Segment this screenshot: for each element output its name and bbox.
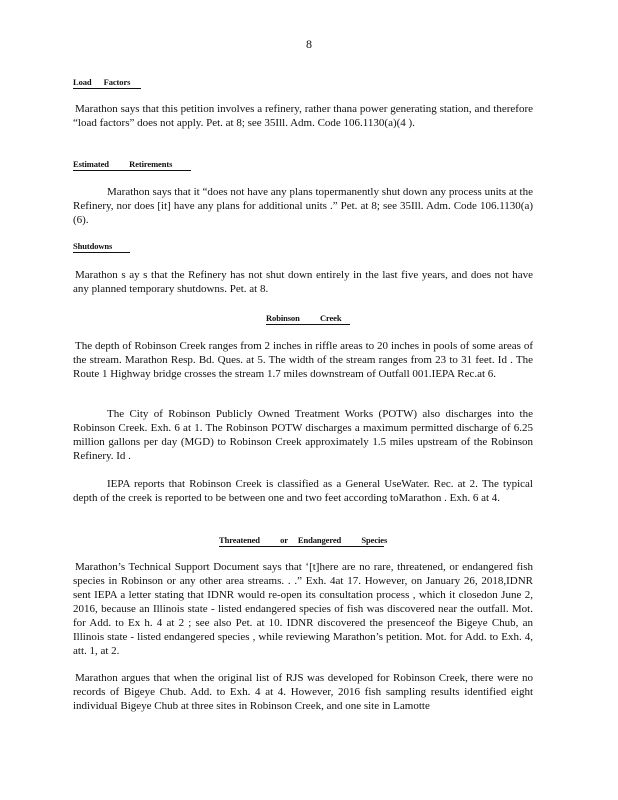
page-number: 8: [306, 37, 312, 51]
heading-shutdowns: [73, 241, 130, 253]
paragraph-robinson-creek-depth: The depth of Robinson Creek ranges from 2 inches in riffle areas to 20 inches in pools of some areas of the stream. Marathon Resp. Bd. Ques. at 5. The width of the stream ranges from 23 to 31 feet. Id . The Route 1 Highway bridge crosses the stream 1.7 miles downstream of Outfall 001.IEPA Rec.at 6.: [73, 340, 533, 380]
heading-estimated-retirements: [73, 159, 191, 171]
heading-underline: [73, 170, 191, 171]
heading-estimated-retirements-text: Estimated Retirements: [73, 159, 173, 169]
heading-underline: [219, 546, 384, 547]
heading-shutdowns-text: Shutdowns: [73, 241, 113, 251]
paragraph-load-factors: Marathon says that this petition involves a refinery, rather thana power generating station, and therefore “load factors” does not apply. Pet. at 8; see 35Ill. Adm. Code 106.1130(a)(4 ).: [73, 103, 533, 129]
paragraph-marathon-argues: Marathon argues that when the original list of RJS was developed for Robinson Creek, there were no records of Bigeye Chub. Add. to Exh. 4 at 4. However, 2016 fish sampling results identified eight individual Bigeye Chub at three sites in Robinson Creek, and one site in Lamotte: [73, 672, 533, 712]
heading-robinson-creek-text: Robinson Creek: [266, 313, 342, 323]
paragraph-robinson-potw: The City of Robinson Publicly Owned Treatment Works (POTW) also discharges into the Robinson Creek. Exh. 6 at 1. The Robinson POTW discharges a maximum permitted discharge of 6.25 million gallons per day (MGD) to Robinson Creek approximately 1.5 miles upstream of the Robinson Refinery. Id .: [73, 408, 533, 462]
paragraph-technical-support-document: Marathon’s Technical Support Document says that ‘[t]here are no rare, threatened, or endangered fish species in Robinson or any other area streams. . .” Exh. 4at 17. However, on January 26, 2018,IDNR sent IEPA a letter stating that IDNR would re-open its consultation process , which it closedon June 2, 2016, because an Illinois state - listed endangered species of fish was discovered near the outfall. Mot. for Add. to Ex h. 4 at 2 ; see also Pet. at 10. IDNR discovered the presenceof the Bigeye Chub, an Illinois state - listed endangered species , while reviewing Marathon’s petition. Mot. for Add. to Exh. 4, att. 1, at 2.: [73, 561, 533, 657]
heading-underline: [73, 252, 130, 253]
paragraph-shutdowns: Marathon s ay s that the Refinery has not shut down entirely in the last five years, and does not have any planned temporary shutdowns. Pet. at 8.: [73, 269, 533, 295]
heading-threatened-species-text: Threatened or Endangered Species: [219, 535, 388, 545]
heading-load-factors: [73, 77, 141, 89]
heading-underline: [73, 88, 141, 89]
heading-underline: [266, 324, 350, 325]
paragraph-estimated-retirements: Marathon says that it “does not have any plans topermanently shut down any process units at the Refinery, nor does [it] have any plans for additional units .” Pet. at 8; see 35Ill. Adm. Code 106.1130(a)(6).: [73, 186, 533, 226]
heading-robinson-creek: [266, 313, 350, 325]
paragraph-iepa-classification: IEPA reports that Robinson Creek is classified as a General UseWater. Rec. at 2. The typical depth of the creek is reported to be between one and two feet according toMarathon . Exh. 6 at 4.: [73, 478, 533, 504]
heading-threatened-species: [219, 535, 387, 547]
heading-load-factors-text: Load Factors: [73, 77, 131, 87]
